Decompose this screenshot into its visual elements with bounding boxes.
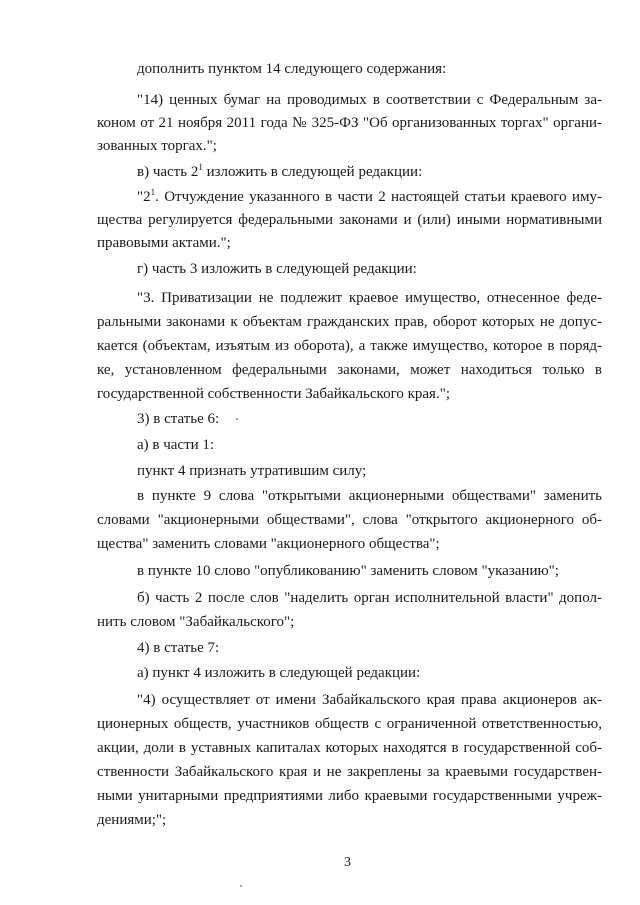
paragraph-line: дениями;"; <box>97 812 167 828</box>
paragraph-line: а) в части 1: <box>137 437 215 453</box>
paragraph-line: "4) осуществляет от имени Забайкальского края права акционеров ак- <box>137 692 602 708</box>
paragraph-line: щества" заменить словами "акционерного общества"; <box>97 536 440 552</box>
paragraph-line: пункт 4 признать утратившим силу; <box>137 463 367 479</box>
paragraph-line <box>137 163 422 181</box>
paragraph-line: зованных торгах."; <box>97 138 217 154</box>
scan-speck <box>240 885 242 887</box>
text-run: изложить в следующей редакции: <box>202 164 423 180</box>
paragraph-line: "3. Приватизации не подлежит краевое имущество, отнесенное феде- <box>137 290 602 306</box>
scan-speck <box>236 418 238 420</box>
paragraph-line: кается (объектам, изъятым из оборота), а также имущество, которое в поряд- <box>97 338 602 354</box>
paragraph-line: нить словом "Забайкальского"; <box>97 614 295 630</box>
paragraph-line: в пункте 9 слова "открытыми акционерными обществами" заменить <box>137 488 602 504</box>
paragraph-line: 3) в статье 6: <box>137 411 220 427</box>
paragraph-line: государственной собственности Забайкальского края."; <box>97 386 450 402</box>
superscript: 1 <box>150 187 156 197</box>
paragraph-line: б) часть 2 после слов "наделить орган исполнительной власти" допол- <box>137 590 602 606</box>
paragraph-line: г) часть 3 изложить в следующей редакции: <box>137 261 417 277</box>
paragraph-line: щества регулируется федеральными законами и (или) иными нормативными <box>97 212 602 228</box>
paragraph-line: правовыми актами."; <box>97 235 231 251</box>
paragraph-line: ральными законами к объектам гражданских прав, оборот которых не допус- <box>97 314 602 330</box>
paragraph-line: коном от 21 ноября 2011 года № 325-ФЗ "Об организованных торгах" органи- <box>97 115 602 131</box>
paragraph-line <box>137 188 602 206</box>
paragraph-line: "14) ценных бумаг на проводимых в соответствии с Федеральным за- <box>137 92 602 108</box>
paragraph-line: дополнить пунктом 14 следующего содержания: <box>137 61 447 77</box>
text-run: . Отчуждение указанного в части 2 настоящей статьи краевого иму- <box>155 189 602 205</box>
paragraph-line: а) пункт 4 изложить в следующей редакции: <box>137 665 421 681</box>
paragraph-line: ственности Забайкальского края и не закреплены за краевыми государствен- <box>97 764 602 780</box>
paragraph-line: ными унитарными предприятиями либо краевыми государственными учреж- <box>97 788 602 804</box>
paragraph-line: словами "акционерными обществами", слова "открытого акционерного об- <box>97 512 602 528</box>
page-number: 3 <box>344 855 351 870</box>
paragraph-line: ционерных обществ, участников обществ с ограниченной ответственностью, <box>97 716 602 732</box>
text-run: в) часть 2 <box>137 164 199 180</box>
paragraph-line: акции, доли в уставных капиталах которых находятся в государственной соб- <box>97 740 602 756</box>
paragraph-line: ке, установленном федеральными законами, может находиться только в <box>97 362 602 378</box>
text-run: "2 <box>137 189 151 205</box>
paragraph-line: 4) в статье 7: <box>137 640 220 656</box>
paragraph-line: в пункте 10 слово "опубликованию" заменить словом "указанию"; <box>137 563 559 579</box>
superscript: 1 <box>198 162 203 172</box>
